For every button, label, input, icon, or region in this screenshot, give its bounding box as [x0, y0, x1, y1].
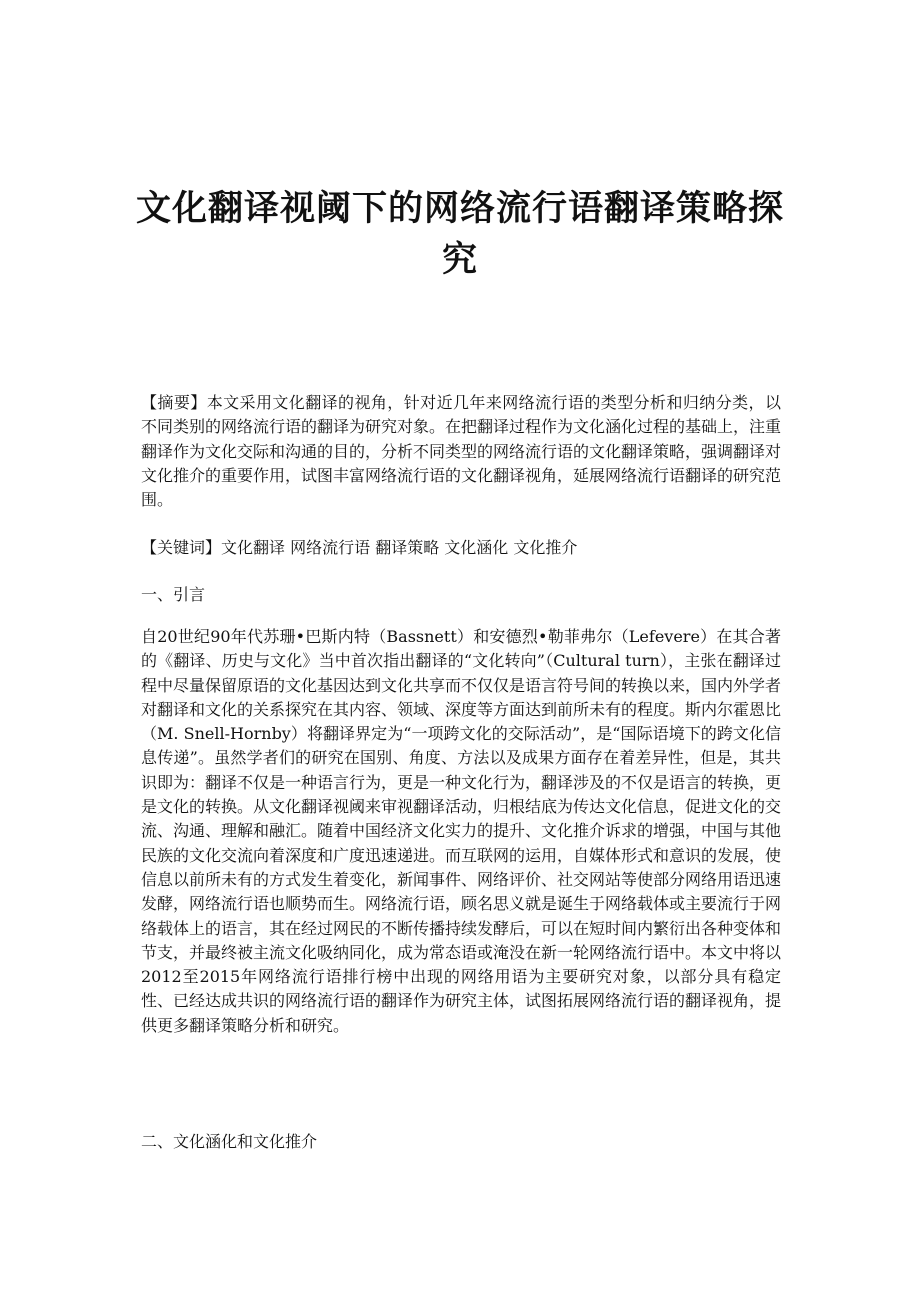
introduction-paragraph: 自20世纪90年代苏珊•巴斯内特（Bassnett）和安德烈•勒菲弗尔（Lefevere）在其合著的《翻译、历史与文化》当中首次指出翻译的“文化转向”（Cultural turn），主张在翻译过程中尽量保留原语的文化基因达到文化共享而不仅仅是语言符号间的转换以来，国内外学者对翻译和文化的关系探究在其内容、领域、深度等方面达到前所未有的程度。斯内尔霍恩比（M. Snell-Hornby）将翻译界定为“一项跨文化的交际活动”，是“国际语境下的跨文化信息传递”。虽然学者们的研究在国别、角度、方法以及成果方面存在着差异性，但是，其共识即为：翻译不仅是一种语言行为，更是一种文化行为，翻译涉及的不仅是语言的转换，更是文化的转换。从文化翻译视阈来审视翻译活动，归根结底为传达文化信息，促进文化的交流、沟通、理解和融汇。随着中国经济文化实力的提升、文化推介诉求的增强，中国与其他民族的文化交流向着深度和广度迅速递进。而互联网的运用，自媒体形式和意识的发展，使信息以前所未有的方式发生着变化，新闻事件、网络评价、社交网站等使部分网络用语迅速发酵，网络流行语也顺势而生。网络流行语，顾名思义就是诞生于网络载体或主要流行于网络载体上的语言，其在经过网民的不断传播持续发酵后，可以在短时间内繁衍出各种变体和节支，并最终被主流文化吸纳同化，成为常态语或淹没在新一轮网络流行语中。本文中将以2012至2015年网络流行语排行榜中出现的网络用语为主要研究对象，以部分具有稳定性、已经达成共识的网络流行语的翻译作为研究主体，试图拓展网络流行语的翻译视角，提供更多翻译策略分析和研究。 [141, 627, 782, 1035]
abstract-text: 本文采用文化翻译的视角，针对近几年来网络流行语的类型分析和归纳分类，以不同类别的网络流行语的翻译为研究对象。在把翻译过程作为文化涵化过程的基础上，注重翻译作为文化交际和沟通的目的，分析不同类型的网络流行语的文化翻译策略，强调翻译对文化推介的重要作用，试图丰富网络流行语的文化翻译视角，延展网络流行语翻译的研究范围。 [141, 393, 782, 510]
abstract-paragraph [141, 391, 781, 512]
abstract-label: 【摘要】 [141, 393, 207, 412]
keywords-paragraph [141, 536, 781, 560]
keywords-text: 文化翻译 网络流行语 翻译策略 文化涵化 文化推介 [221, 538, 578, 557]
keywords-label: 【关键词】 [141, 538, 222, 557]
document-title: 文化翻译视阈下的网络流行语翻译策略探究 [135, 188, 784, 280]
section-heading-introduction: 一、引言 [141, 585, 206, 604]
section-heading-acculturation: 二、文化涵化和文化推介 [141, 1132, 318, 1151]
